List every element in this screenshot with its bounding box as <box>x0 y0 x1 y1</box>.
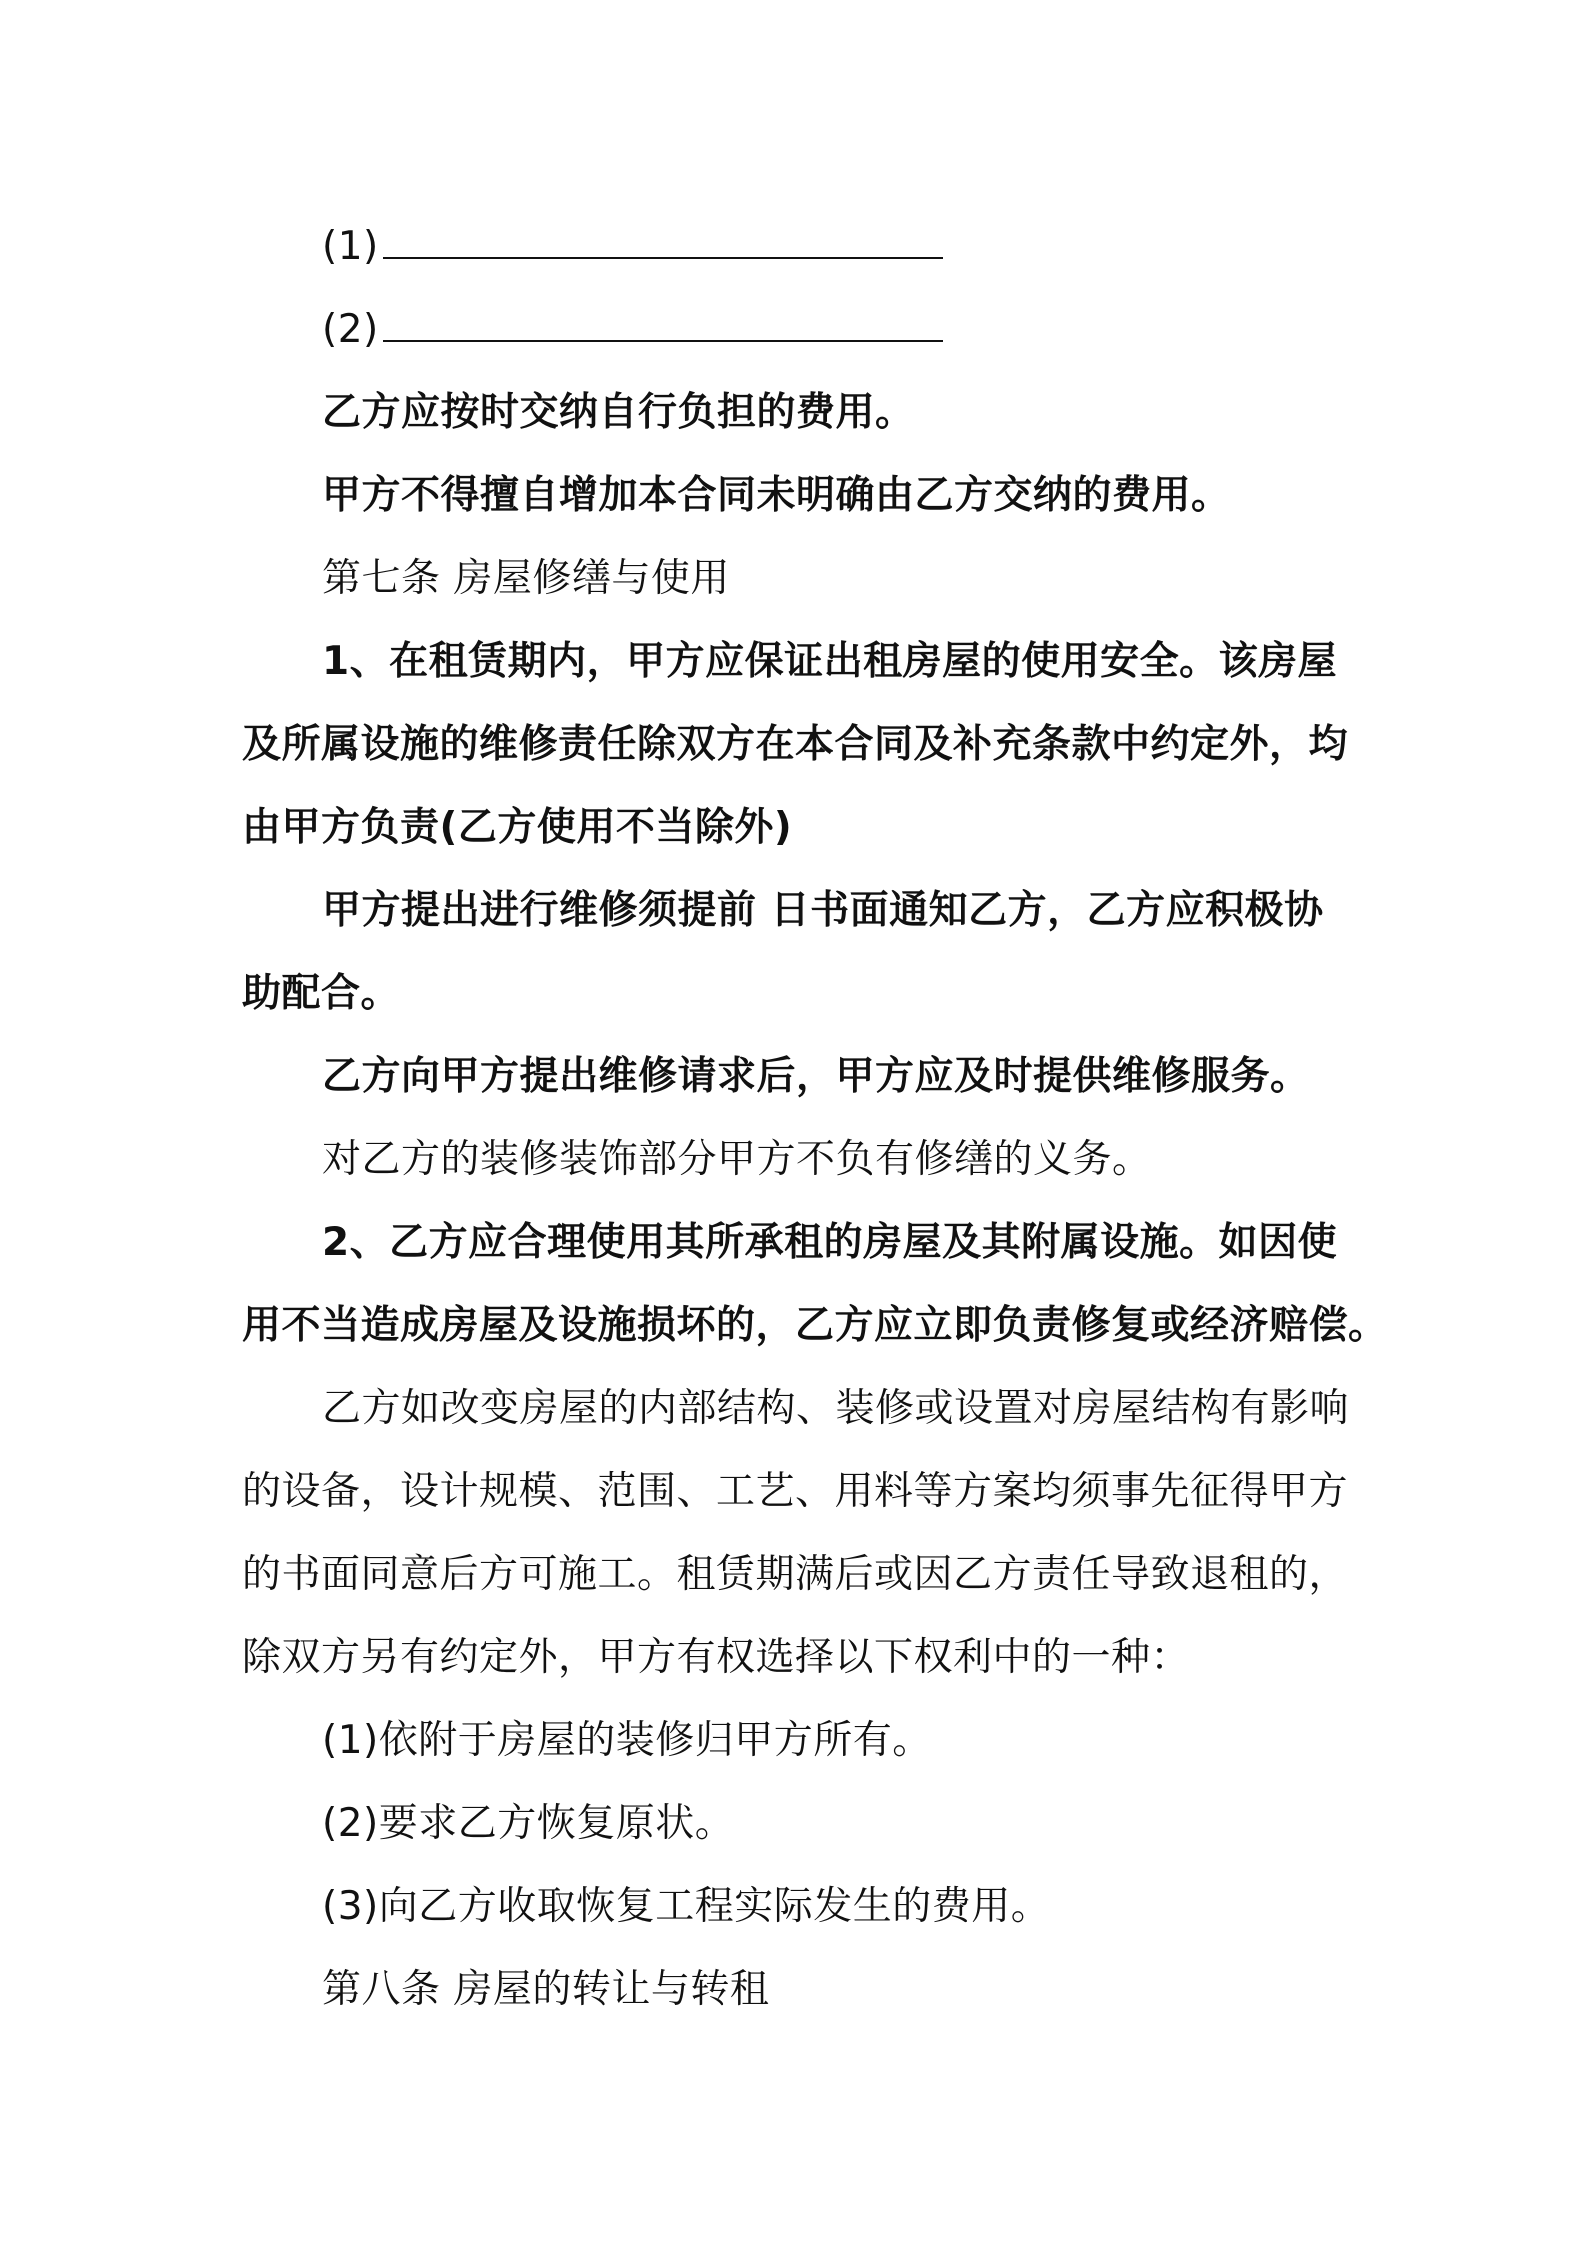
line-text: (1) <box>322 224 379 269</box>
line-text: (1)依附于房屋的装修归甲方所有。 <box>322 1718 932 1763</box>
text-line <box>242 1782 1352 1865</box>
text-line <box>242 1948 1352 2031</box>
fill-in-blank[interactable] <box>383 310 943 342</box>
fill-in-blank[interactable] <box>383 227 943 259</box>
text-line <box>242 1201 1352 1284</box>
line-text: 助配合。 <box>242 971 401 1016</box>
text-line <box>242 1118 1352 1201</box>
line-text: 对乙方的装修装饰部分甲方不负有修缮的义务。 <box>322 1137 1152 1182</box>
text-line <box>242 869 1352 952</box>
line-text: 乙方如改变房屋的内部结构、装修或设置对房屋结构有影响 <box>322 1386 1350 1431</box>
line-text: 甲方不得擅自增加本合同未明确由乙方交纳的费用。 <box>322 473 1231 518</box>
line-text: 用不当造成房屋及设施损坏的，乙方应立即负责修复或经济赔偿。 <box>242 1303 1388 1348</box>
text-line <box>242 1284 1388 1367</box>
text-line <box>242 371 1352 454</box>
line-text: 第七条 房屋修缮与使用 <box>322 556 730 601</box>
document-body <box>242 205 1388 2031</box>
line-text: 的设备，设计规模、范围、工艺、用料等方案均须事先征得甲方 <box>242 1469 1349 1514</box>
text-line <box>242 952 1352 1035</box>
text-line <box>242 454 1352 537</box>
line-text: (2)要求乙方恢复原状。 <box>322 1801 735 1846</box>
line-text: 甲方提出进行维修须提前 日书面通知乙方，乙方应积极协 <box>322 888 1324 933</box>
line-text: 乙方向甲方提出维修请求后，甲方应及时提供维修服务。 <box>322 1054 1310 1099</box>
text-line <box>242 1450 1352 1533</box>
line-text: 由甲方负责(乙方使用不当除外) <box>242 805 793 850</box>
text-line <box>242 537 1352 620</box>
text-line <box>242 703 1352 786</box>
text-line <box>242 1699 1352 1782</box>
line-text: 除双方另有约定外，甲方有权选择以下权利中的一种： <box>242 1635 1191 1680</box>
text-line <box>242 1616 1352 1699</box>
text-line <box>242 205 1352 288</box>
line-text: (2) <box>322 307 379 352</box>
line-text: 的书面同意后方可施工。租赁期满后或因乙方责任导致退租的， <box>242 1552 1349 1597</box>
text-line <box>242 1865 1352 1948</box>
line-text: 2、乙方应合理使用其所承租的房屋及其附属设施。如因使 <box>322 1220 1338 1265</box>
line-text: 乙方应按时交纳自行负担的费用。 <box>322 390 915 435</box>
line-text: (3)向乙方收取恢复工程实际发生的费用。 <box>322 1884 1051 1929</box>
text-line <box>242 288 1352 371</box>
line-text: 第八条 房屋的转让与转租 <box>322 1967 770 2012</box>
line-text: 及所属设施的维修责任除双方在本合同及补充条款中约定外，均 <box>242 722 1349 767</box>
text-line <box>242 1367 1352 1450</box>
text-line <box>242 786 1352 869</box>
text-line <box>242 1533 1352 1616</box>
text-line <box>242 620 1352 703</box>
line-text: 1、在租赁期内，甲方应保证出租房屋的使用安全。该房屋 <box>322 639 1338 684</box>
text-line <box>242 1035 1352 1118</box>
